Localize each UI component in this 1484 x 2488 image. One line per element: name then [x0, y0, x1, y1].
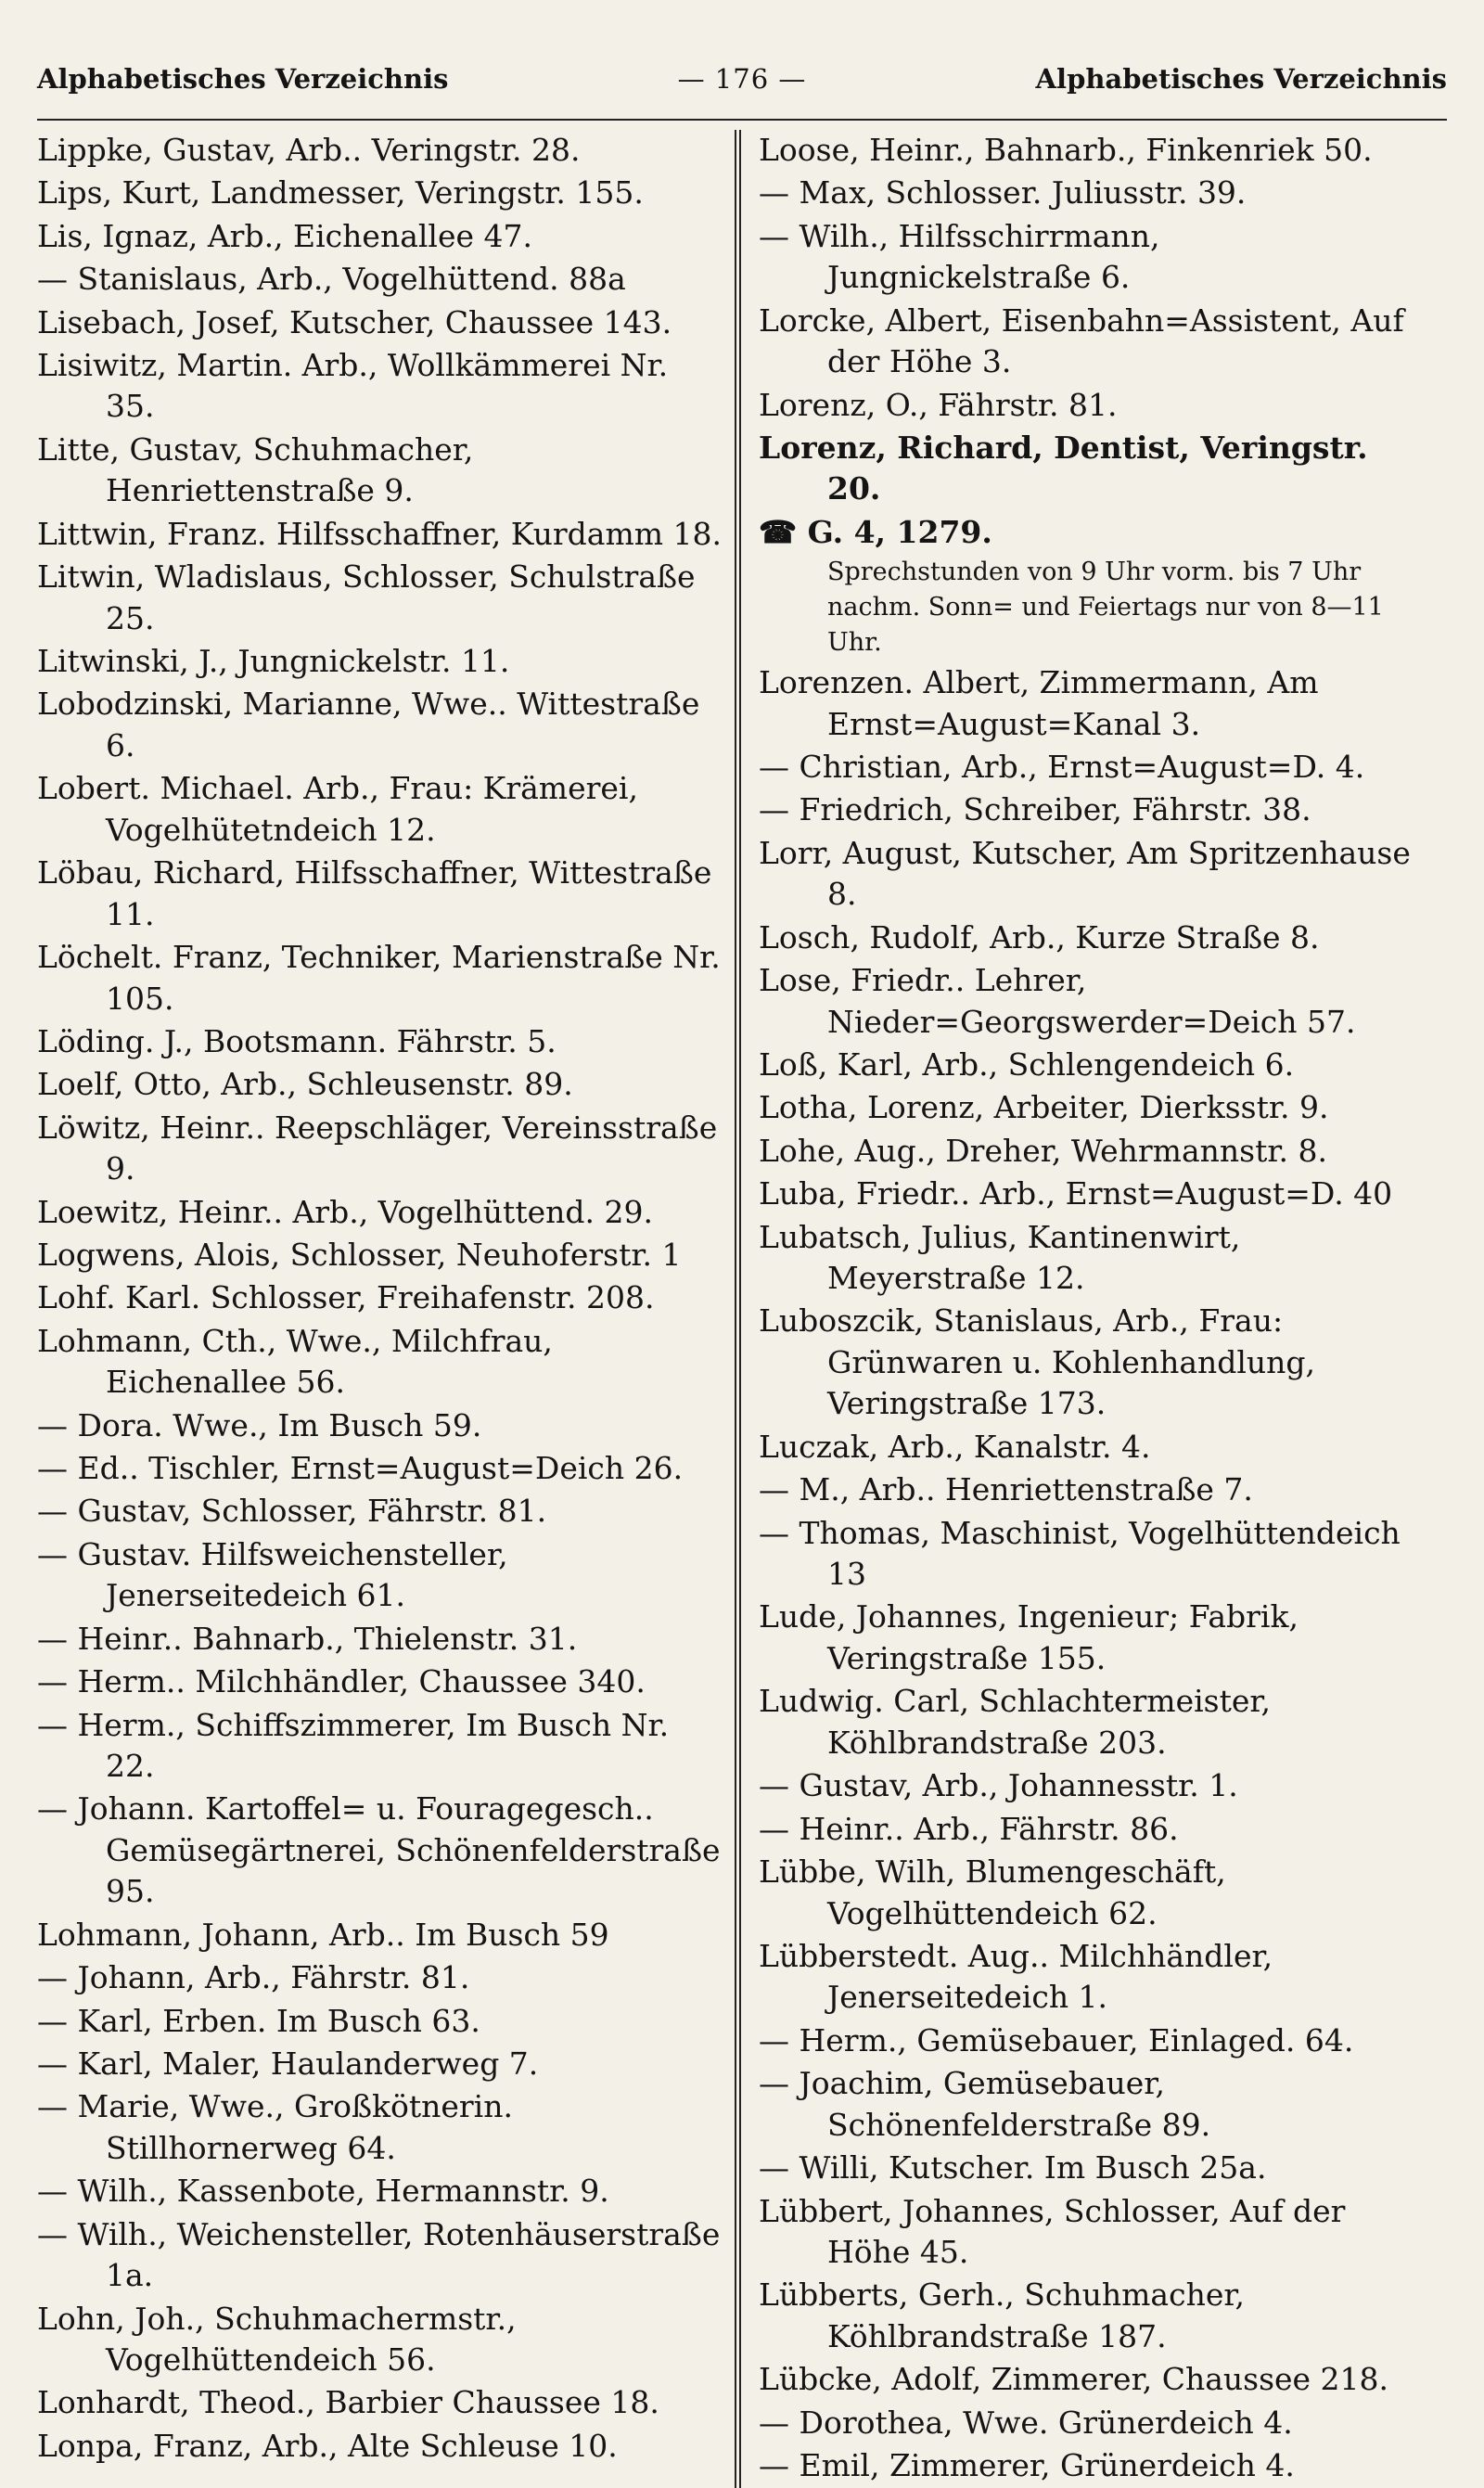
directory-entry: — Dora. Wwe., Im Busch 59.: [37, 1406, 482, 1443]
directory-entry: — Thomas, Maschinist, Vogelhüttendeich 13: [759, 1514, 1401, 1593]
directory-entry: — Herm.. Milchhändler, Chaussee 340.: [37, 1663, 646, 1700]
page-number: — 176 —: [677, 63, 807, 95]
directory-entry: Loelf, Otto, Arb., Schleusenstr. 89.: [37, 1066, 573, 1103]
directory-entry: Lübbe, Wilh, Blumengeschäft, Vogelhüttendeich 62.: [759, 1853, 1226, 1931]
directory-entry: Lisebach, Josef, Kutscher, Chaussee 143.: [37, 303, 672, 340]
directory-entry: Lohn, Joh., Schuhmachermstr., Vogelhüttendeich 56.: [37, 2300, 517, 2379]
directory-entry: — Herm., Schiffszimmerer, Im Busch Nr. 22.: [37, 1706, 670, 1785]
directory-entry: Littwin, Franz. Hilfsschaffner, Kurdamm 18.: [37, 515, 723, 552]
directory-entry: Lobodzinski, Marianne, Wwe.. Wittestraße 6.: [37, 686, 700, 763]
directory-entry: — Christian, Arb., Ernst=August=D. 4.: [759, 749, 1365, 786]
directory-entry: — Herm., Gemüsebauer, Einlaged. 64.: [759, 2021, 1354, 2058]
directory-entry: Losch, Rudolf, Arb., Kurze Straße 8.: [759, 918, 1320, 955]
directory-entry: — Dorothea, Wwe. Grünerdeich 4.: [759, 2404, 1293, 2441]
directory-entry: Lübbert, Johannes, Schlosser, Auf der Höhe 45.: [759, 2192, 1346, 2270]
directory-entry: Luczak, Arb., Kanalstr. 4.: [759, 1428, 1151, 1465]
directory-entry: Ludwig. Carl, Schlachtermeister, Köhlbrandstraße 203.: [759, 1683, 1272, 1761]
directory-entry: Lips, Kurt, Landmesser, Veringstr. 155.: [37, 174, 644, 212]
directory-entry: — Karl, Maler, Haulanderweg 7.: [37, 2046, 539, 2082]
directory-entry: Litte, Gustav, Schuhmacher, Henriettenstraße 9.: [37, 430, 474, 509]
right-column: [736, 130, 1430, 2488]
directory-entry: Lobert. Michael. Arb., Frau: Krämerei, Vogelhütetndeich 12.: [37, 770, 638, 848]
directory-entry: Lohmann, Cth., Wwe., Milchfrau, Eichenallee 56.: [37, 1322, 553, 1401]
directory-entry: Lude, Johannes, Ingenieur; Fabrik, Veringstraße 155.: [759, 1598, 1298, 1676]
directory-entry: Lorr, August, Kutscher, Am Spritzenhause 8.: [759, 834, 1411, 913]
directory-entry: Lohmann, Johann, Arb.. Im Busch 59: [37, 1916, 609, 1953]
directory-entry: Lubatsch, Julius, Kantinenwirt, Meyerstraße 12.: [759, 1218, 1241, 1297]
directory-entry: Litwin, Wladislaus, Schlosser, Schulstraße 25.: [37, 558, 696, 636]
page-header: [37, 63, 1447, 111]
directory-entry: Loose, Heinr., Bahnarb., Finkenriek 50.: [759, 132, 1373, 168]
directory-entry: Litwinski, J., Jungnickelstr. 11.: [37, 643, 510, 680]
directory-entry: Lonpa, Franz, Arb., Alte Schleuse 10.: [37, 2427, 618, 2464]
directory-entry: — Karl, Erben. Im Busch 63.: [37, 2002, 480, 2039]
directory-entry: Lohe, Aug., Dreher, Wehrmannstr. 8.: [759, 1132, 1327, 1169]
directory-entry: Löbau, Richard, Hilfsschaffner, Wittestraße 11.: [37, 854, 712, 932]
directory-entry: — Heinr.. Arb., Fährstr. 86.: [759, 1810, 1179, 1847]
header-right-title: Alphabetisches Verzeichnis: [1035, 63, 1447, 95]
directory-entry: Luboszcik, Stanislaus, Arb., Frau: Grünwaren u. Kohlenhandlung, Veringstraße 173.: [759, 1302, 1316, 1422]
header-left-title: Alphabetisches Verzeichnis: [37, 63, 449, 95]
directory-entry: — Wilh., Hilfsschirrmann, Jungnickelstraße 6.: [759, 217, 1160, 296]
directory-entry: — Joachim, Gemüsebauer, Schönenfelderstraße 89.: [759, 2065, 1211, 2143]
directory-entry: Logwens, Alois, Schlosser, Neuhoferstr. 1: [37, 1237, 682, 1274]
left-column: [37, 130, 731, 2488]
directory-entry: — Willi, Kutscher. Im Busch 25a.: [759, 2149, 1267, 2187]
directory-entry: Lis, Ignaz, Arb., Eichenallee 47.: [37, 217, 533, 254]
directory-entry: Lose, Friedr.. Lehrer, Nieder=Georgswerder=Deich 57.: [759, 962, 1356, 1040]
directory-entry: — Gustav, Arb., Johannesstr. 1.: [759, 1767, 1238, 1804]
directory-entry: Lorcke, Albert, Eisenbahn=Assistent, Auf der Höhe 3.: [759, 301, 1404, 380]
directory-entry: Lorenzen. Albert, Zimmermann, Am Ernst=August=Kanal 3.: [759, 664, 1319, 742]
directory-entry: Löding. J., Bootsmann. Fährstr. 5.: [37, 1022, 556, 1059]
directory-entry: — Gustav, Schlosser, Fährstr. 81.: [37, 1493, 547, 1530]
directory-entry: — Stanislaus, Arb., Vogelhüttend. 88a: [37, 261, 626, 298]
directory-entry: Loewitz, Heinr.. Arb., Vogelhüttend. 29.: [37, 1193, 653, 1230]
directory-entry: Loß, Karl, Arb., Schlengendeich 6.: [759, 1045, 1295, 1083]
directory-entry: Lübberts, Gerh., Schuhmacher, Köhlbrandstraße 187.: [759, 2276, 1246, 2354]
directory-entry: — Gustav. Hilfsweichensteller, Jenerseitedeich 61.: [37, 1535, 508, 1614]
directory-entry: — M., Arb.. Henriettenstraße 7.: [759, 1471, 1253, 1508]
directory-entry: Lisiwitz, Martin. Arb., Wollkämmerei Nr. 35.: [37, 346, 669, 425]
directory-entry: Lippke, Gustav, Arb.. Veringstr. 28.: [37, 132, 581, 168]
directory-entry: — Marie, Wwe., Großkötnerin. Stillhornerweg 64.: [37, 2088, 513, 2166]
directory-entry: Löchelt. Franz, Techniker, Marienstraße Nr. 105.: [37, 939, 721, 1017]
directory-columns: [37, 130, 1447, 2488]
directory-entry: Lübberstedt. Aug.. Milchhändler, Jenerseitedeich 1.: [759, 1937, 1273, 2016]
directory-entry: Luba, Friedr.. Arb., Ernst=August=D. 40: [759, 1175, 1393, 1212]
directory-entry: Lübcke, Adolf, Zimmerer, Chaussee 218.: [759, 2361, 1389, 2398]
directory-entry: Lonhardt, Theod., Barbier Chaussee 18.: [37, 2384, 659, 2421]
directory-entry: ☎ G. 4, 1279.: [759, 513, 992, 550]
directory-entry: Lotha, Lorenz, Arbeiter, Dierksstr. 9.: [759, 1089, 1329, 1126]
directory-entry: — Friedrich, Schreiber, Fährstr. 38.: [759, 791, 1311, 828]
directory-entry: — Johann. Kartoffel= u. Fouragegesch.. Gemüsegärtnerei, Schönenfelderstraße 95.: [37, 1790, 721, 1910]
directory-entry: Lorenz, O., Fährstr. 81.: [759, 386, 1118, 423]
directory-entry: Lorenz, Richard, Dentist, Veringstr. 20.: [759, 429, 1368, 507]
directory-entry: — Heinr.. Bahnarb., Thielenstr. 31.: [37, 1620, 578, 1657]
directory-entry: — Wilh., Kassenbote, Hermannstr. 9.: [37, 2173, 609, 2210]
directory-entry: Löwitz, Heinr.. Reepschläger, Vereinsstraße 9.: [37, 1109, 718, 1187]
directory-entry: — Emil, Zimmerer, Grünerdeich 4.: [759, 2447, 1295, 2484]
directory-entry: Lohf. Karl. Schlosser, Freihafenstr. 208.: [37, 1279, 655, 1316]
directory-entry: Sprechstunden von 9 Uhr vorm. bis 7 Uhr nachm. Sonn= und Feiertags nur von 8—11 Uhr.: [827, 558, 1384, 658]
directory-entry: — Wilh., Weichensteller, Rotenhäuserstraße 1a.: [37, 2215, 721, 2294]
directory-entry: — Max, Schlosser. Juliusstr. 39.: [759, 174, 1247, 212]
directory-entry: — Johann, Arb., Fährstr. 81.: [37, 1959, 470, 1996]
directory-entry: — Ed.. Tischler, Ernst=August=Deich 26.: [37, 1450, 684, 1487]
header-rule: [37, 119, 1447, 121]
